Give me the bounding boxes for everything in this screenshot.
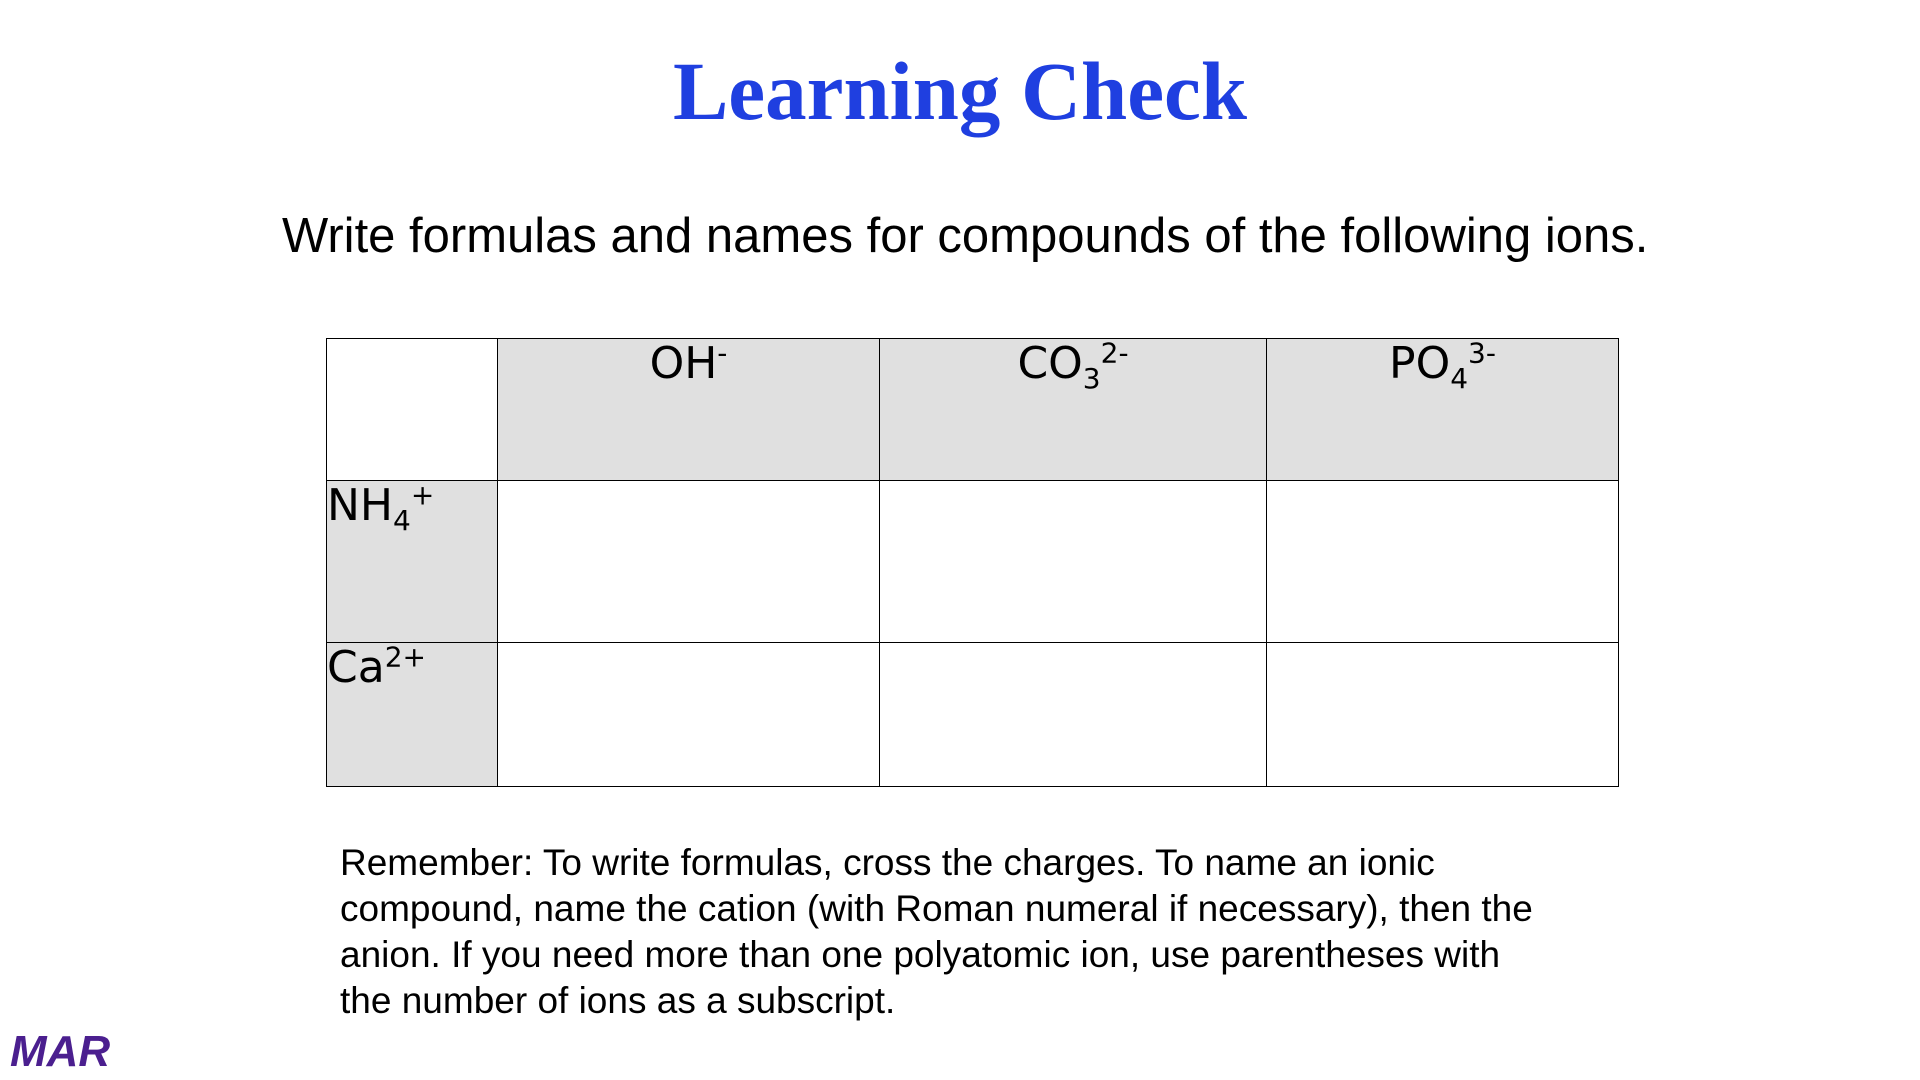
ion-formula: $CO_3^{2-}$ [1017,336,1129,395]
answer-cell-nh4-co3[interactable] [880,481,1267,643]
anion-header-po4 [1267,336,1619,481]
note-line: Remember: To write formulas, cross the charges. To name an ionic [340,842,1435,883]
cation-header-nh4 [327,478,498,643]
author-initials: MAR [10,1027,111,1076]
slide-title: Learning Check [672,45,1248,137]
corner-cell [327,339,498,481]
note-line: anion. If you need more than one polyatomic ion, use parentheses with [340,934,1501,975]
cation-row-ca [327,643,1619,787]
anion-header-co3 [880,336,1267,481]
ion-formula: $NH_4^+$ [327,478,435,537]
cation-row-nh4 [327,481,1619,643]
answer-cell-nh4-oh[interactable] [498,481,880,643]
answer-cell-ca-co3[interactable] [880,643,1267,787]
ion-formula: $PO_4^{3-}$ [1389,336,1496,395]
cation-header-ca [327,640,498,787]
ion-formula: OH- [649,336,728,389]
answer-cell-ca-po4[interactable] [1267,643,1619,787]
ion-table [326,338,1619,787]
anion-header-oh [498,336,880,481]
answer-cell-nh4-po4[interactable] [1267,481,1619,643]
reminder-note [340,840,1660,1024]
anion-header-row [327,339,1619,481]
instruction-text: Write formulas and names for compounds of the following ions. [282,209,1649,263]
answer-cell-ca-oh[interactable] [498,643,880,787]
ion-formula: $Ca^{2+}$ [327,640,426,693]
note-line: compound, name the cation (with Roman numeral if necessary), then the [340,888,1533,929]
note-line: the number of ions as a subscript. [340,980,896,1021]
